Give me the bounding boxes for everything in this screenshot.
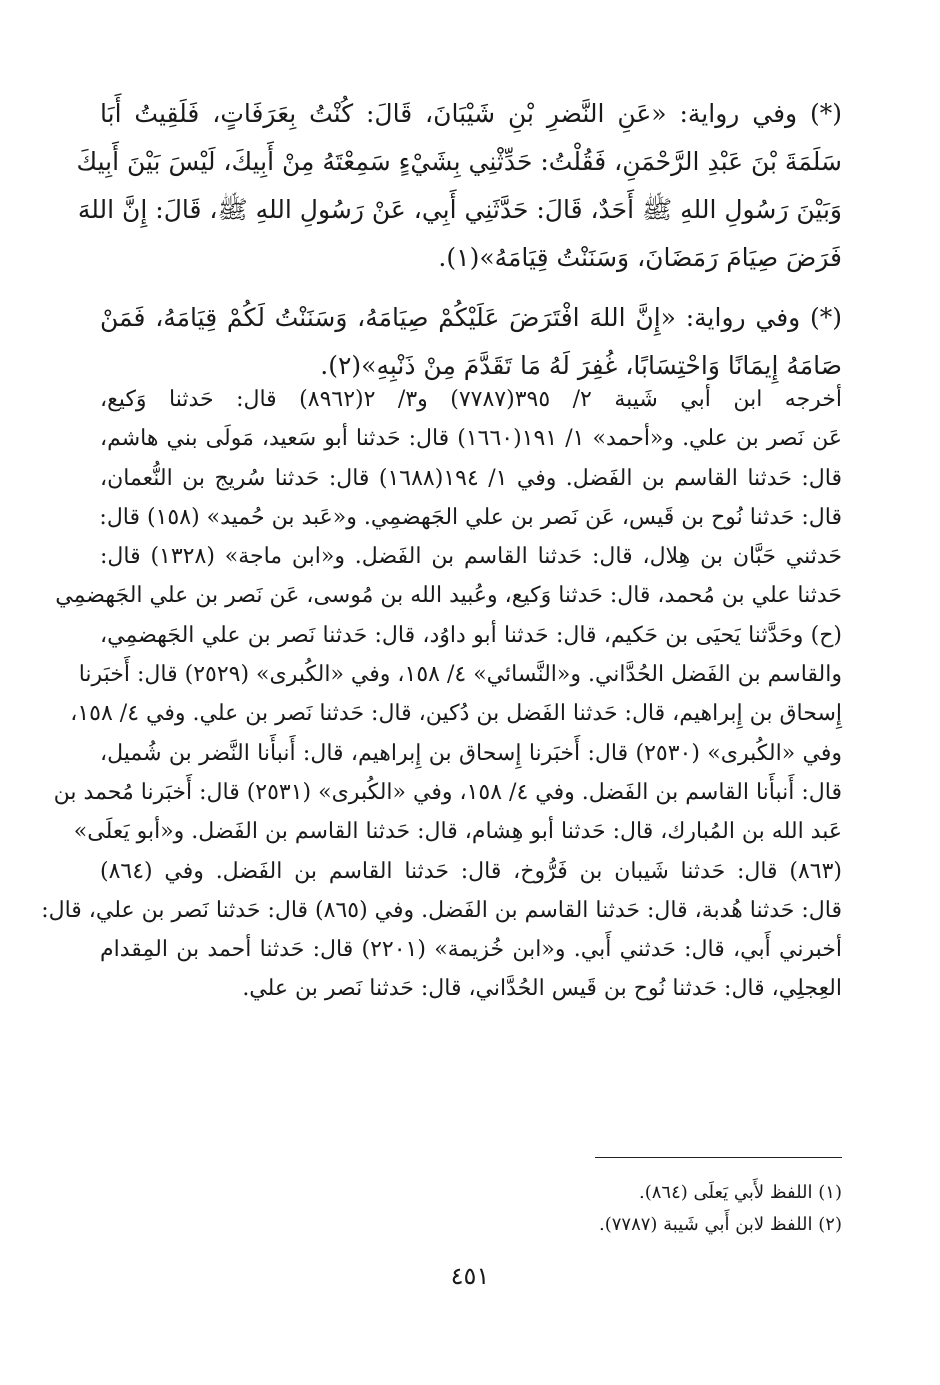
text-line: وفي «الكُبرى» (٢٥٣٠) قال: أَخبَرنا إِسحاق بن إِبراهيم، قال: أَنبأَنا النَّضر بن شُميل، (100, 740, 843, 766)
text-line: حَدثني حَبَّان بن هِلال، قال: حَدثنا القاسم بن الفَضل. و«ابن ماجة» (١٣٢٨) قال: (100, 544, 842, 570)
footnote-separator (595, 1157, 842, 1158)
text-line: (ح) وحَدَّثنا يَحيَى بن حَكيم، قال: حَدثنا أبو داوُد، قال: حَدثنا نَصر بن علي الجَهضمِي، (100, 622, 842, 648)
text-line: والقاسم بن الفَضل الحُدَّاني. و«النَّسائي» ٤/ ١٥٨، وفي «الكُبرى» (٢٥٢٩) قال: أَخبَرنا (78, 662, 842, 688)
text-line: أخرجه ابن أبي شَيبة ٢/ ٣٩٥(٧٧٨٧) و٣/ ٢(٨٩٦٢) قال: حَدثنا وَكيع، (100, 387, 843, 412)
text-line: العِجلِي، قال: حَدثنا نُوح بن قَيس الحُدَّاني، قال: حَدثنا نَصر بن علي. (242, 976, 842, 1002)
takhrij-paragraph (41, 380, 843, 1009)
footnote-1: (١) اللفظ لأَبي يَعلَى (٨٦٤). (639, 1182, 842, 1203)
hadith-narration-2 (100, 294, 842, 390)
page-number: ٤٥١ (450, 1262, 490, 1290)
text-line: قال: حَدثنا هُدبة، قال: حَدثنا القاسم بن الفَضل. وفي (٨٦٥) قال: حَدثنا نَصر بن علي، قال: (41, 897, 842, 923)
text-line: قال: حَدثنا القاسم بن الفَضل. وفي ١/ ١٩٤(١٦٨٨) قال: حَدثنا سُريج بن النُّعمان، (100, 465, 842, 491)
hadith-narration-1 (76, 90, 842, 282)
text-line: أخبرني أَبي، قال: حَدثني أَبي. و«ابن خُزيمة» (٢٢٠١) قال: حَدثنا أحمد بن المِقدام (100, 937, 842, 963)
text-line: سَلَمَةَ بْنَ عَبْدِ الرَّحْمَنِ، فَقُلْتُ: حَدِّثْنِي بِشَيْءٍ سَمِعْتَهُ مِنْ أَبِيكَ، لَيْسَ بَيْنَ أَبِيكَ (76, 147, 842, 176)
footnotes (100, 1177, 842, 1241)
text-line: عَن نَصر بن علي. و«أحمد» ١/ ١٩١(١٦٦٠) قال: حَدثنا أبو سَعيد، مَولَى بني هاشم، (100, 426, 843, 452)
text-line: قال: أَنبأَنا القاسم بن الفَضل. وفي ٤/ ١٥٨، وفي «الكُبرى» (٢٥٣١) قال: أَخبَرنا مُحمد بن (53, 779, 842, 805)
text-line: صَامَهُ إِيمَانًا وَاحْتِسَابًا، غُفِرَ لَهُ مَا تَقَدَّمَ مِنْ ذَنْبِهِ»(٢). (320, 351, 842, 380)
text-line: فَرَضَ صِيَامَ رَمَضَانَ، وَسَنَنْتُ قِيَامَهُ»(١). (438, 243, 842, 272)
text-line: عَبد الله بن المُبارك، قال: حَدثنا أبو هِشام، قال: حَدثنا القاسم بن الفَضل. و«أبو يَعلَى» (73, 819, 842, 845)
text-line: (*) وفي رواية: «عَنِ النَّضرِ بْنِ شَيْبَانَ، قَالَ: كُنْتُ بِعَرَفَاتٍ، فَلَقِيتُ أَبَا (100, 99, 842, 128)
text-line: (*) وفي رواية: «إِنَّ اللهَ افْتَرَضَ عَلَيْكُمْ صِيَامَهُ، وَسَنَنْتُ لَكُمْ قِيَامَهُ، فَمَنْ (100, 303, 842, 332)
text-line: حَدثنا علي بن مُحمد، قال: حَدثنا وَكيع، وعُبيد الله بن مُوسى، عَن نَصر بن علي الجَهضمِي (55, 583, 842, 609)
text-line: قال: حَدثنا نُوح بن قَيس، عَن نَصر بن علي الجَهضمِي. و«عَبد بن حُميد» (١٥٨) قال: (99, 504, 842, 530)
text-line: (٨٦٣) قال: حَدثنا شَيبان بن فَرُّوخ، قال: حَدثنا القاسم بن الفَضل. وفي (٨٦٤) (100, 858, 842, 884)
footnote-2: (٢) اللفظ لابن أَبي شَيبة (٧٧٨٧). (598, 1214, 842, 1235)
text-line: وَبَيْنَ رَسُولِ اللهِ ﷺ أَحَدٌ، قَالَ: حَدَّثَنِي أَبِي، عَنْ رَسُولِ اللهِ ﷺ، قَالَ: إِنَّ اللهَ (77, 195, 842, 224)
text-line: إِسحاق بن إِبراهيم، قال: حَدثنا الفَضل بن دُكين، قال: حَدثنا نَصر بن علي. وفي ٤/ ١٥٨، (70, 701, 842, 727)
